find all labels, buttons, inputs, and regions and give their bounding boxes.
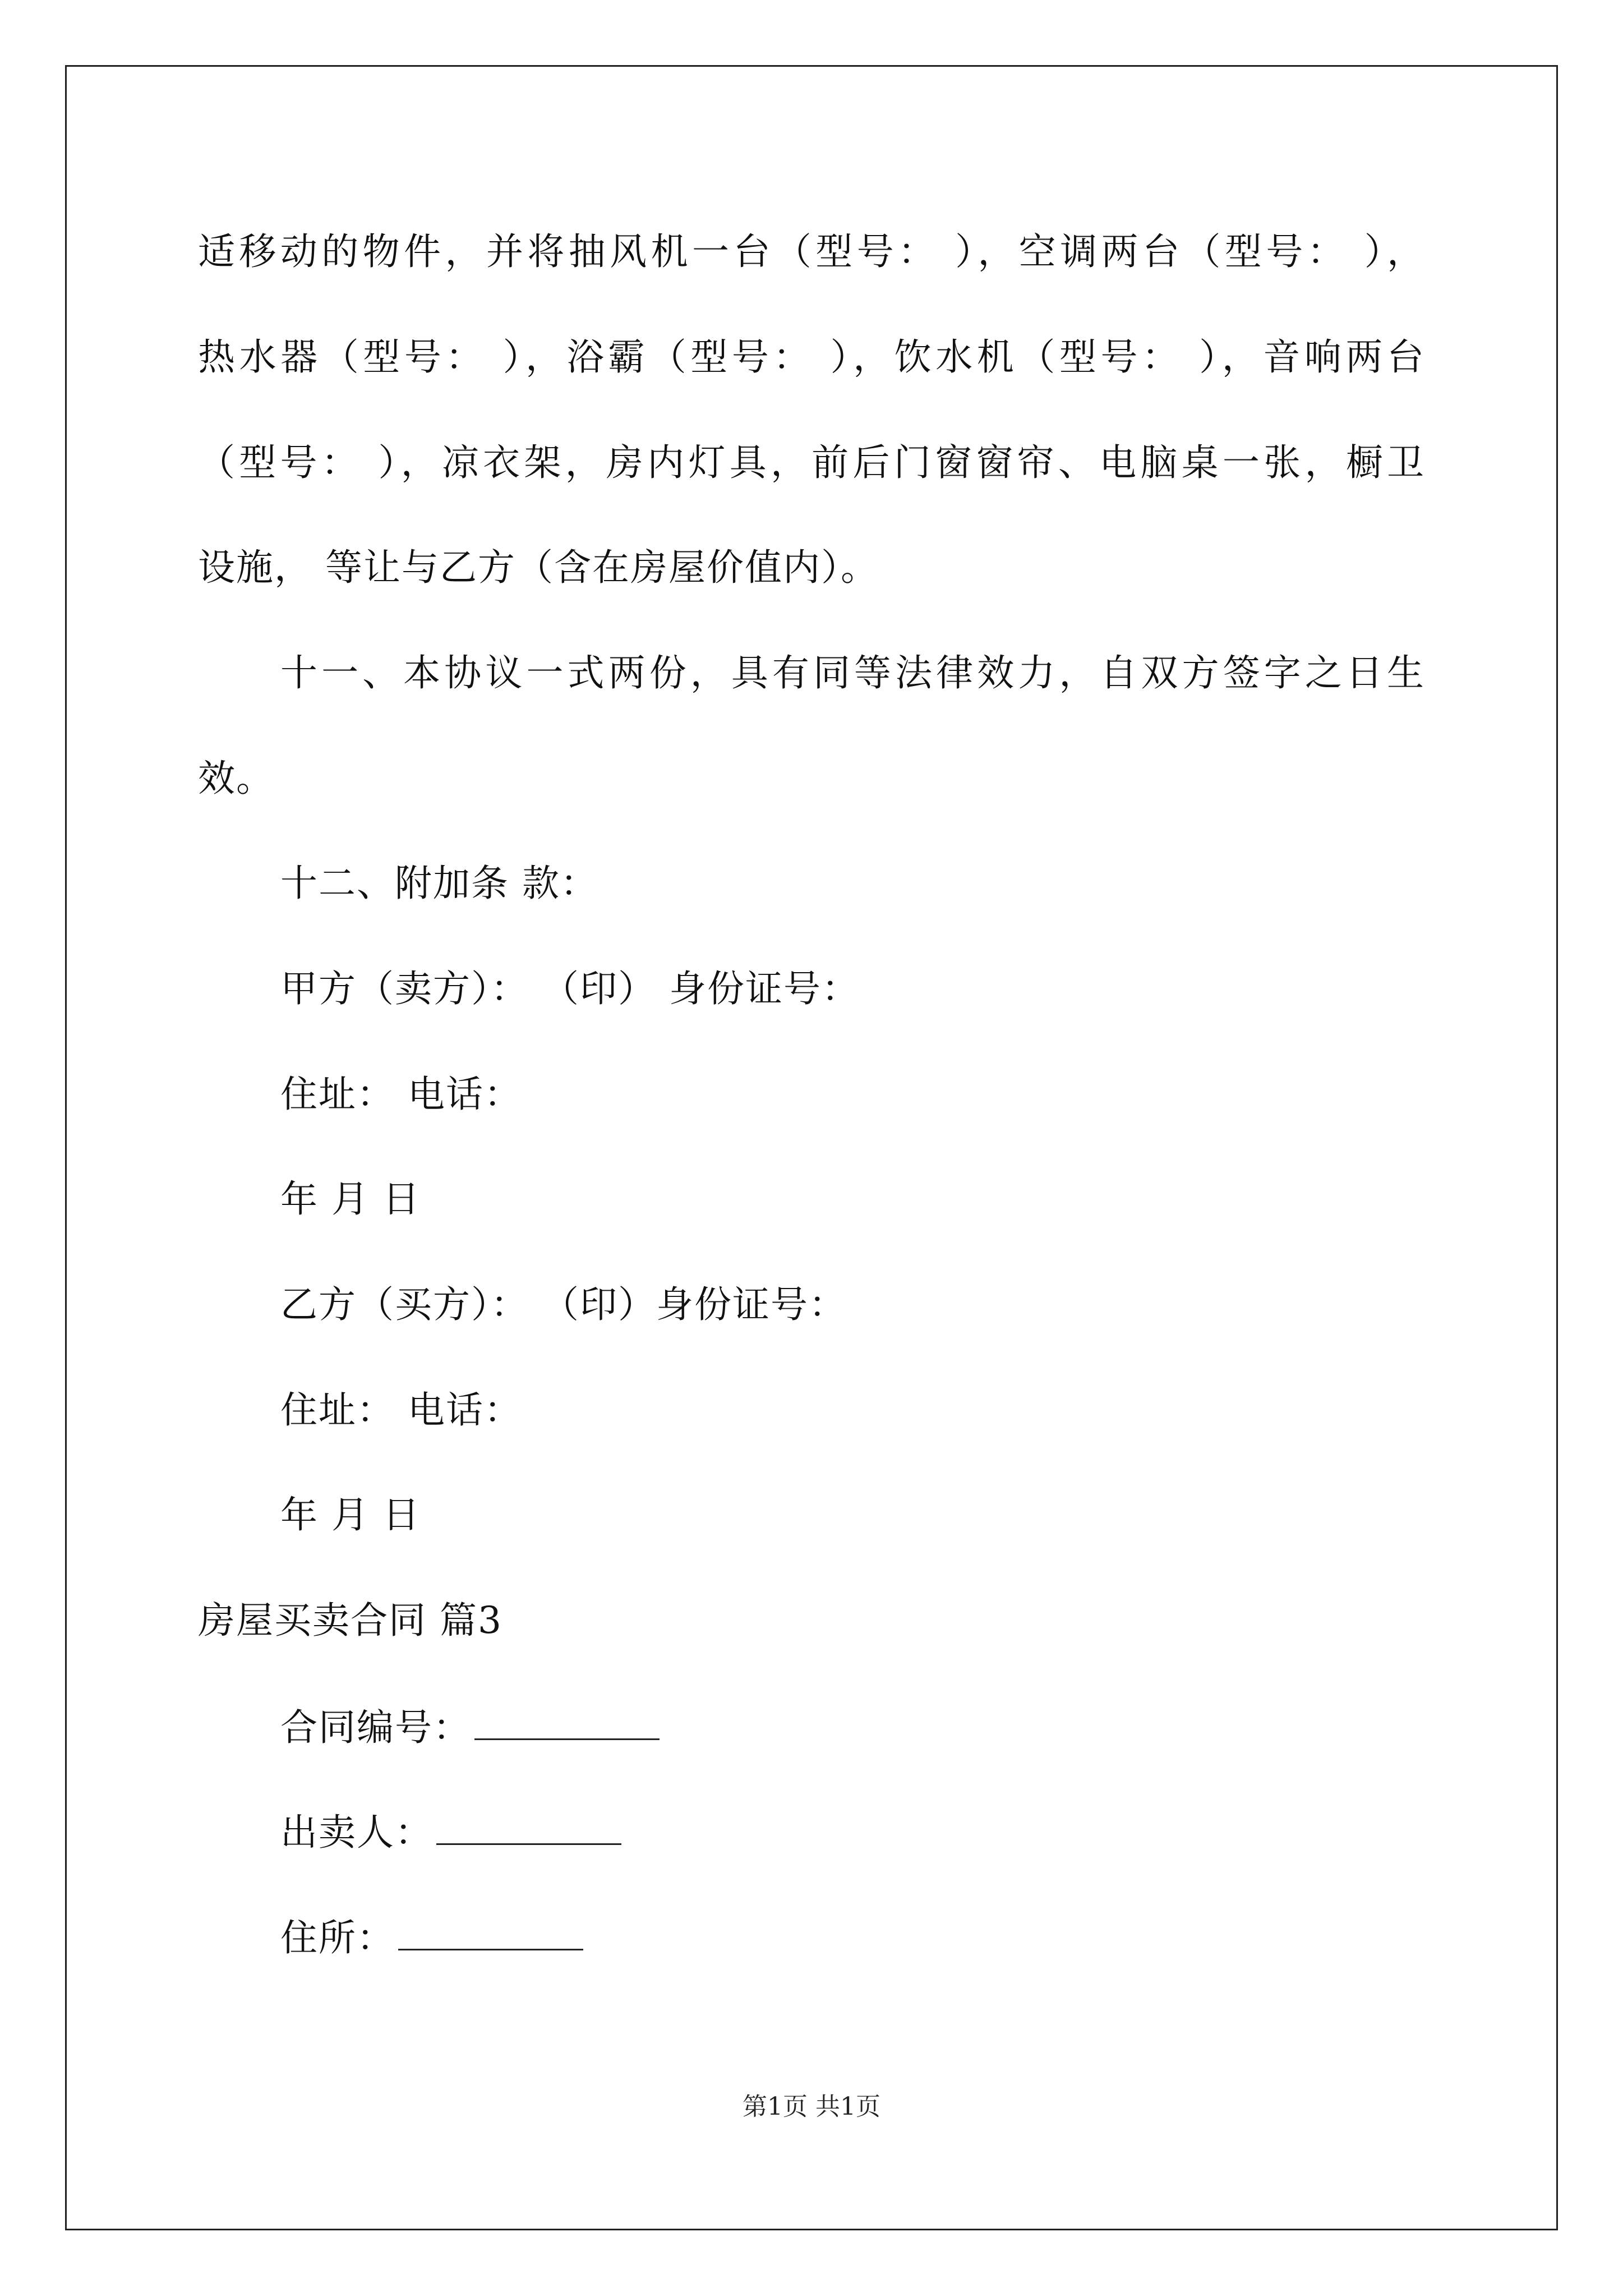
seller-blank <box>436 1809 621 1845</box>
paragraph-line: （型号： ），凉衣架，房内灯具，前后门窗窗帘、电脑桌一张，橱卫 <box>198 441 1425 484</box>
party-b-date-line: 年 月 日 <box>280 1493 421 1536</box>
paragraph-line: 设施， 等让与乙方（含在房屋价值内）。 <box>198 546 879 589</box>
party-a-date-line: 年 月 日 <box>280 1177 421 1221</box>
clause-12-heading: 十二、附加条 款： <box>280 862 598 905</box>
clause-11-line: 十一、本协议一式两份，具有同等法律效力，自双方签字之日生 <box>280 651 1425 694</box>
clause-11-line: 效。 <box>198 757 274 800</box>
party-b-address-line: 住址： 电话： <box>280 1388 522 1432</box>
seller-label: 出卖人： <box>280 1811 433 1854</box>
party-b-signature-line: 乙方（买方）： （印）身份证号： <box>280 1283 847 1326</box>
residence-field <box>280 1914 583 1961</box>
section-title: 房屋买卖合同 篇3 <box>198 1599 502 1642</box>
party-a-address-line: 住址： 电话： <box>280 1073 522 1116</box>
contract-number-label: 合同编号： <box>280 1706 471 1749</box>
page-footer: 第1页 共1页 <box>743 2092 880 2121</box>
contract-number-field <box>280 1704 660 1750</box>
paragraph-line: 热水器（型号： ），浴霸（型号： ），饮水机（型号： ），音响两台 <box>198 335 1425 379</box>
party-a-signature-line: 甲方（卖方）： （印） 身份证号： <box>280 967 860 1010</box>
residence-blank <box>398 1914 583 1950</box>
contract-number-blank <box>474 1704 660 1740</box>
seller-field <box>280 1809 621 1855</box>
page-border <box>65 65 1558 2230</box>
paragraph-line: 适移动的物件，并将抽风机一台（型号： ），空调两台（型号： ）， <box>198 230 1425 273</box>
residence-label: 住所： <box>280 1916 395 1959</box>
